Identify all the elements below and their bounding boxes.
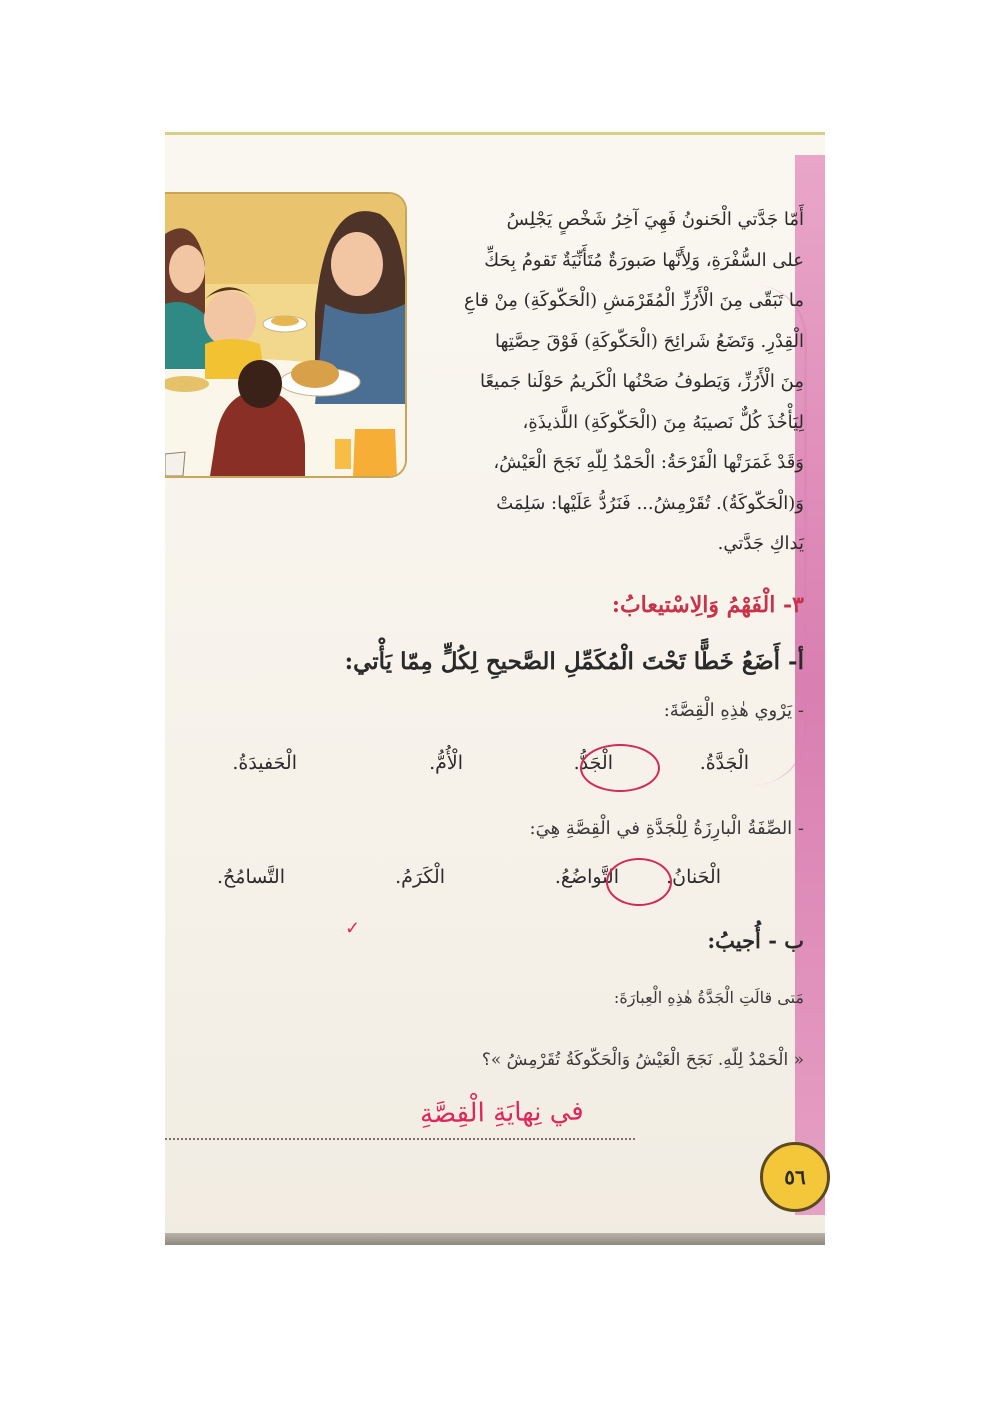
check-mark-icon: ✓ (344, 917, 361, 940)
story-line: وَ(الْحَكّوكَةُ). تُقَرْمِشُ... فَنَرُدُّ عَلَيْها: سَلِمَتْ (496, 492, 804, 514)
story-line: لِيَأْخُذَ كُلٌّ نَصيبَهُ مِنَ (الْحَكّوكَةِ) اللَّذيذَةِ، (522, 411, 804, 433)
illustration-svg (165, 194, 405, 476)
section-heading: ٣- الْفَهْمُ وَالِاسْتيعابُ: (611, 592, 804, 618)
q2-option-generosity[interactable]: الْكَرَمُ. (395, 866, 445, 888)
q2-prompt: - الصِّفَةُ الْبارِزَةُ لِلْجَدَّةِ في الْقِصَّةِ هِيَ: (529, 818, 804, 839)
page-number-badge (760, 1142, 830, 1212)
story-line: ما تَبَقّى مِنَ الْأَرُزِّ الْمُقَرْمَشِ (الْحَكّوكَةِ) مِنْ قاعِ (463, 290, 804, 311)
q2-option-humility[interactable]: التَّواضُعُ. (554, 866, 619, 888)
q2-option-tenderness[interactable]: الْحَنانُ. (666, 866, 721, 888)
q1-option-granddaughter[interactable]: الْحَفيدَةُ. (232, 752, 297, 774)
question-a-title: أ- أَضَعُ خَطًّا تَحْتَ الْمُكَمِّلِ الصَّحيحِ لِكُلٍّ مِمّا يَأْتي: (344, 648, 804, 675)
family-dinner-illustration (165, 192, 407, 478)
story-line: مِنَ الْأَرُزِّ، وَيَطوفُ صَحْنُها الْكَريمُ حَوْلَنا جَميعًا (480, 371, 804, 392)
question-b-title: ب - أُجيبُ: (707, 928, 804, 953)
story-line: أَمّا جَدَّتي الْحَنونُ فَهِيَ آخِرُ شَخْصٍ يَجْلِسُ (506, 209, 804, 230)
story-line: يَداكِ جَدَّتي. (717, 533, 804, 554)
page-bottom-edge (165, 1233, 825, 1245)
q2-answer-circle (606, 858, 672, 906)
q2-option-tolerance[interactable]: التَّسامُحُ. (216, 866, 285, 888)
page-number: ٥٦ (784, 1165, 806, 1189)
story-line: الْقِدْرِ. وَتَضَعُ شَرائِحَ (الْحَكّوكَةِ) فَوْقَ حِصَّتِها (494, 330, 804, 352)
q1-options (165, 752, 785, 792)
q1-option-mother[interactable]: الْأُمُّ. (429, 752, 463, 774)
q1-option-grandmother[interactable]: الْجَدَّةُ. (699, 752, 749, 774)
story-line: على السُّفْرَةِ، وَلِأَنَّها صَبورَةٌ مُتَأَنِّيَةٌ تَقومُ بِحَكِّ (484, 249, 804, 271)
story-paragraph (434, 200, 804, 565)
q1-prompt: - يَرْوي هٰذِهِ الْقِصَّةَ: (663, 700, 804, 721)
q1-option-grandfather[interactable]: الْجَدُّ. (573, 752, 613, 774)
q2-options (165, 866, 785, 906)
story-line: وَقَدْ غَمَرَتْها الْفَرْحَةُ: الْحَمْدُ لِلّهِ نَجَحَ الْعَيْشُ، (493, 452, 804, 473)
q3-quote: « الْحَمْدُ لِلّهِ. نَجَحَ الْعَيْشُ وَالْحَكّوكَةُ تُقَرْمِشُ »؟ (481, 1050, 804, 1070)
q1-answer-circle (580, 744, 660, 792)
handwritten-answer: في نِهايَةِ الْقِصَّةِ (419, 1096, 584, 1130)
answer-line[interactable] (165, 1138, 635, 1140)
q3-prompt: مَتى قالَتِ الْجَدَّةُ هٰذِهِ الْعِبارَةَ: (613, 988, 804, 1007)
